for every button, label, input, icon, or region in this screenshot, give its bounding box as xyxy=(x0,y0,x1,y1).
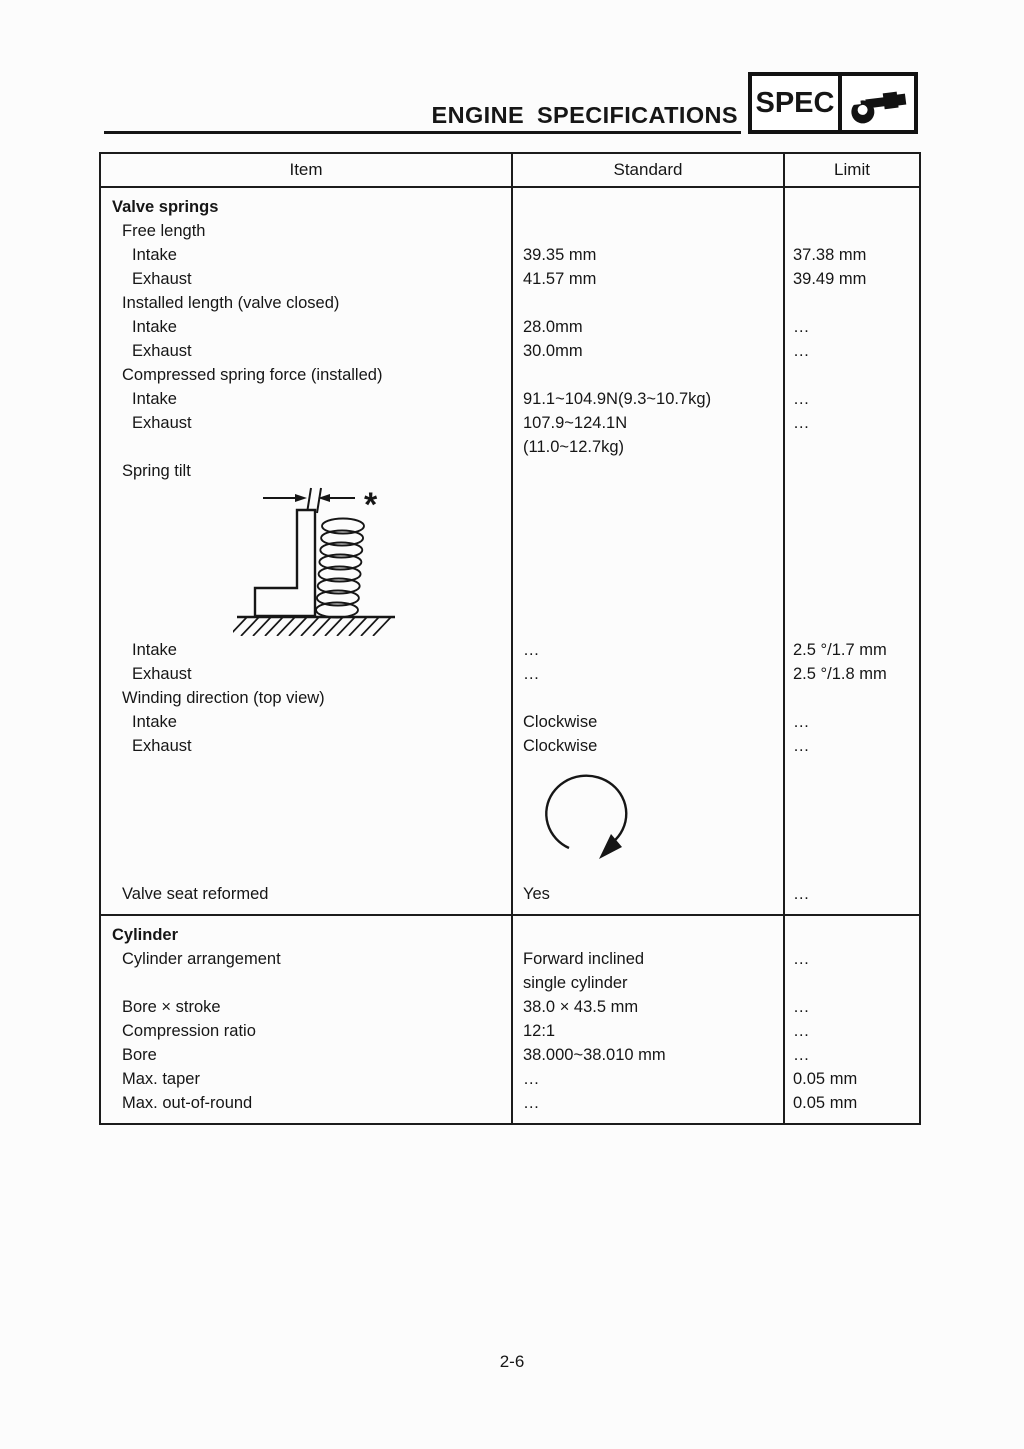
item-cell: Compression ratio xyxy=(122,1022,256,1040)
item-cell: Exhaust xyxy=(132,665,192,683)
limit-cell xyxy=(783,971,919,995)
item-cell: Exhaust xyxy=(132,737,192,755)
limit-cell xyxy=(783,435,919,459)
item-cell: Installed length (valve closed) xyxy=(122,294,340,312)
table-row xyxy=(101,435,919,459)
section-cylinder xyxy=(101,914,919,1123)
standard-cell: 12:1 xyxy=(511,1019,783,1043)
section-title: Cylinder xyxy=(112,926,179,944)
standard-cell xyxy=(511,758,783,868)
limit-cell: … xyxy=(783,387,919,411)
table-row xyxy=(101,411,919,435)
item-cell: Intake xyxy=(132,318,177,336)
item-cell: Winding direction (top view) xyxy=(122,689,325,707)
item-cell: Intake xyxy=(132,246,177,264)
table-row xyxy=(101,1019,919,1043)
item-cell xyxy=(101,758,511,868)
standard-cell xyxy=(511,219,783,243)
standard-cell: Forward inclined xyxy=(511,947,783,971)
table-row xyxy=(101,1043,919,1067)
page-title: ENGINE SPECIFICATIONS xyxy=(431,102,738,128)
table-row xyxy=(101,868,919,914)
table-row xyxy=(101,686,919,710)
table-row xyxy=(101,734,919,758)
spring-tilt-label: Spring tilt xyxy=(122,462,191,480)
standard-cell: 39.35 mm xyxy=(511,243,783,267)
limit-cell: 39.49 mm xyxy=(783,267,919,291)
standard-cell: Clockwise xyxy=(511,734,783,758)
limit-cell: … xyxy=(783,868,919,914)
standard-cell: 107.9~124.1N xyxy=(511,411,783,435)
limit-cell: … xyxy=(783,1043,919,1067)
item-cell: Bore xyxy=(122,1046,157,1064)
table-row xyxy=(101,339,919,363)
limit-cell xyxy=(783,291,919,315)
micrometer-icon xyxy=(842,76,914,130)
standard-cell: 30.0mm xyxy=(511,339,783,363)
limit-cell xyxy=(783,363,919,387)
limit-cell xyxy=(783,686,919,710)
item-cell: Max. taper xyxy=(122,1070,200,1088)
table-row xyxy=(101,267,919,291)
table-row xyxy=(101,387,919,411)
table-row xyxy=(101,662,919,686)
spec-badge-label: SPEC xyxy=(752,76,842,130)
standard-cell: Yes xyxy=(511,868,783,914)
spring-tilt-diagram xyxy=(233,486,408,636)
column-header-standard: Standard xyxy=(511,154,783,186)
clockwise-arrow-icon xyxy=(537,764,661,866)
table-row xyxy=(101,315,919,339)
item-cell xyxy=(101,435,511,459)
item-cell: Compressed spring force (installed) xyxy=(122,366,383,384)
winding-direction-row xyxy=(101,758,919,868)
limit-cell: 2.5 °/1.7 mm xyxy=(783,638,919,662)
spec-badge xyxy=(748,72,918,134)
standard-cell: 28.0mm xyxy=(511,315,783,339)
item-cell: Exhaust xyxy=(132,342,192,360)
standard-cell xyxy=(511,291,783,315)
item-cell: Valve seat reformed xyxy=(122,885,269,903)
standard-cell: … xyxy=(511,1067,783,1091)
limit-cell xyxy=(783,219,919,243)
limit-cell: 37.38 mm xyxy=(783,243,919,267)
limit-cell xyxy=(783,459,919,638)
table-row xyxy=(101,1067,919,1091)
section-title-row xyxy=(101,188,919,219)
item-cell: Max. out-of-round xyxy=(122,1094,253,1112)
limit-cell: … xyxy=(783,411,919,435)
limit-cell: 2.5 °/1.8 mm xyxy=(783,662,919,686)
limit-cell: 0.05 mm xyxy=(783,1067,919,1091)
standard-cell: 38.0 × 43.5 mm xyxy=(511,995,783,1019)
table-row xyxy=(101,219,919,243)
standard-cell: … xyxy=(511,662,783,686)
item-cell: Intake xyxy=(132,641,177,659)
item-cell: Exhaust xyxy=(132,270,192,288)
standard-cell: 41.57 mm xyxy=(511,267,783,291)
table-row xyxy=(101,638,919,662)
title-underline xyxy=(104,131,741,134)
standard-cell xyxy=(511,686,783,710)
item-cell xyxy=(101,971,511,995)
item-cell xyxy=(101,459,511,638)
item-cell: Intake xyxy=(132,390,177,408)
column-header-item: Item xyxy=(289,160,323,179)
limit-cell: … xyxy=(783,734,919,758)
table-row xyxy=(101,1091,919,1123)
limit-cell xyxy=(783,758,919,868)
standard-cell: … xyxy=(511,638,783,662)
limit-cell: … xyxy=(783,339,919,363)
table-header-row xyxy=(101,154,919,188)
standard-cell: … xyxy=(511,1091,783,1123)
standard-cell: 38.000~38.010 mm xyxy=(511,1043,783,1067)
table-row xyxy=(101,291,919,315)
item-cell: Free length xyxy=(122,222,206,240)
limit-cell: … xyxy=(783,710,919,734)
page-number: 2-6 xyxy=(499,1352,525,1371)
section-title: Valve springs xyxy=(112,198,219,216)
section-title-row xyxy=(101,916,919,947)
item-cell: Intake xyxy=(132,713,177,731)
limit-cell: … xyxy=(783,315,919,339)
spring-tilt-row xyxy=(101,459,919,638)
table-row xyxy=(101,363,919,387)
table-row xyxy=(101,710,919,734)
item-cell: Bore × stroke xyxy=(122,998,221,1016)
tilt-asterisk-label: * xyxy=(364,486,378,524)
item-cell: Cylinder arrangement xyxy=(122,950,281,968)
limit-cell: … xyxy=(783,947,919,971)
section-valve-springs xyxy=(101,188,919,914)
limit-cell: 0.05 mm xyxy=(783,1091,919,1123)
item-cell: Exhaust xyxy=(132,414,192,432)
standard-cell xyxy=(511,363,783,387)
engine-spec-table xyxy=(99,152,921,1125)
limit-cell: … xyxy=(783,995,919,1019)
standard-cell: Clockwise xyxy=(511,710,783,734)
table-row xyxy=(101,243,919,267)
standard-cell: 91.1~104.9N(9.3~10.7kg) xyxy=(511,387,783,411)
column-header-limit: Limit xyxy=(783,154,919,186)
standard-cell: (11.0~12.7kg) xyxy=(511,435,783,459)
standard-cell: single cylinder xyxy=(511,971,783,995)
standard-cell xyxy=(511,459,783,638)
table-row xyxy=(101,947,919,971)
table-row xyxy=(101,971,919,995)
limit-cell: … xyxy=(783,1019,919,1043)
table-row xyxy=(101,995,919,1019)
